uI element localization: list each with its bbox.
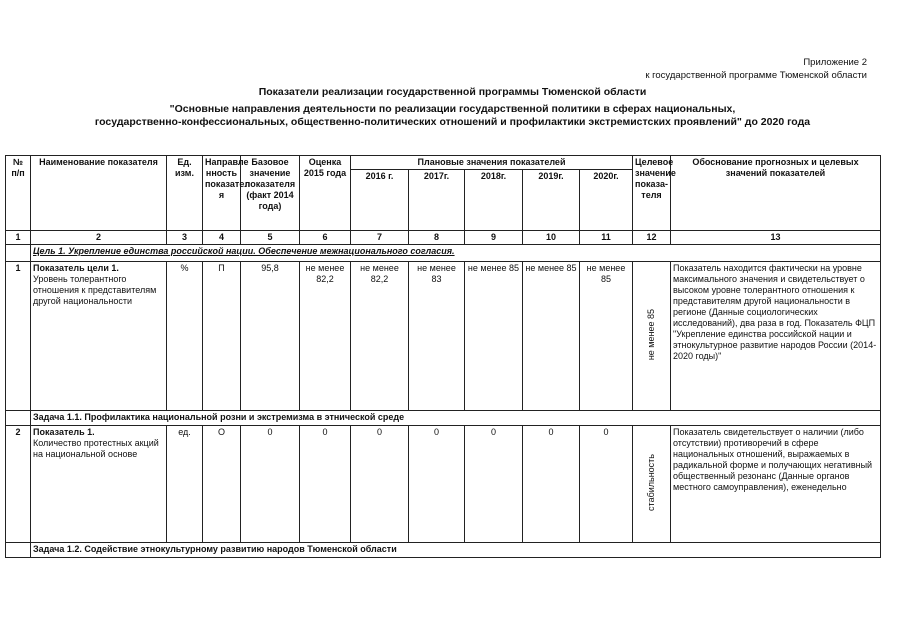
task-row: [6, 543, 881, 558]
appendix-caption: [645, 56, 867, 82]
column-number: 13: [671, 231, 881, 245]
row-2-rationale: Показатель свидетельствует о наличии (либо отсутствии) противоречий в сфере национальных отношений, выражаемых в радикальной форме и получающих негативный общественный резонанс (Данные органов местного самоуправления), еженедельно: [671, 426, 881, 543]
task-row: [6, 411, 881, 426]
row-2-name-title: Показатель 1.: [33, 427, 95, 437]
row-2-name: [31, 426, 167, 543]
document-title-line-1: Показатели реализации государственной программы Тюменской области: [258, 86, 647, 98]
column-number: 12: [633, 231, 671, 245]
appendix-line-2: к государственной программе Тюменской области: [645, 70, 867, 81]
task-spacer: [6, 411, 31, 426]
row-2-2018: 0: [465, 426, 523, 543]
row-2-2017: 0: [409, 426, 465, 543]
indicators-table: [5, 155, 881, 558]
appendix-line-1: Приложение 2: [803, 57, 867, 68]
row-2-unit: ед.: [167, 426, 203, 543]
table-header-row: [6, 156, 881, 170]
row-1-target-text: не менее 85: [646, 308, 656, 361]
header-year-2017: 2017г.: [409, 170, 465, 231]
column-number: 10: [523, 231, 580, 245]
row-2-name-text: Количество протестных акций на национальной основе: [33, 438, 159, 459]
row-2-target: [633, 426, 671, 543]
row-1-2016: не менее 82,2: [351, 262, 409, 411]
row-1-name: [31, 262, 167, 411]
table-row: [6, 426, 881, 543]
row-1-2019: не менее 85: [523, 262, 580, 411]
row-2-target-text: стабильность: [646, 454, 656, 511]
header-target: Целевое значение показа-теля: [633, 156, 671, 231]
column-number: 8: [409, 231, 465, 245]
header-year-2018: 2018г.: [465, 170, 523, 231]
row-1-2020: не менее 85: [580, 262, 633, 411]
header-year-2016: 2016 г.: [351, 170, 409, 231]
header-direction: Направле нность показател я: [203, 156, 241, 231]
header-estimate: Оценка 2015 года: [300, 156, 351, 231]
goal-spacer: [6, 245, 31, 262]
row-1-num: 1: [6, 262, 31, 411]
column-number: 4: [203, 231, 241, 245]
header-rationale: Обоснование прогнозных и целевых значений показателей: [671, 156, 881, 231]
column-number: 5: [241, 231, 300, 245]
header-base: Базовое значение показателя (факт 2014 года): [241, 156, 300, 231]
header-planned: Плановые значения показателей: [351, 156, 633, 170]
column-number: 6: [300, 231, 351, 245]
header-year-2019: 2019г.: [523, 170, 580, 231]
table-row: [6, 262, 881, 411]
goal-1-title: Цель 1. Укрепление единства российской нации. Обеспечение межнационального согласия.: [31, 245, 881, 262]
row-2-num: 2: [6, 426, 31, 543]
row-1-2017: не менее 83: [409, 262, 465, 411]
header-name: Наименование показателя: [31, 156, 167, 231]
row-2-direction: О: [203, 426, 241, 543]
row-2-2019: 0: [523, 426, 580, 543]
column-number: 11: [580, 231, 633, 245]
task-spacer: [6, 543, 31, 558]
header-num: № п/п: [6, 156, 31, 231]
task-1-2-title: Задача 1.2. Содействие этнокультурному развитию народов Тюменской области: [31, 543, 881, 558]
column-number: 9: [465, 231, 523, 245]
row-1-target: [633, 262, 671, 411]
row-1-name-text: Уровень толерантного отношения к представителям другой национальности: [33, 274, 157, 306]
row-1-name-title: Показатель цели 1.: [33, 263, 119, 273]
row-2-2016: 0: [351, 426, 409, 543]
column-numbers-row: [6, 231, 881, 245]
column-number: 2: [31, 231, 167, 245]
goal-row: [6, 245, 881, 262]
document-title-line-3: государственно-конфессиональных, общественно-политических отношений и профилактики экстремистских проявлений" до 2020 года: [94, 116, 811, 128]
row-2-2020: 0: [580, 426, 633, 543]
row-1-2018: не менее 85: [465, 262, 523, 411]
header-year-2020: 2020г.: [580, 170, 633, 231]
row-1-base: 95,8: [241, 262, 300, 411]
row-1-unit: %: [167, 262, 203, 411]
row-2-estimate: 0: [300, 426, 351, 543]
row-1-direction: П: [203, 262, 241, 411]
row-1-estimate: не менее 82,2: [300, 262, 351, 411]
row-2-base: 0: [241, 426, 300, 543]
header-unit: Ед. изм.: [167, 156, 203, 231]
column-number: 1: [6, 231, 31, 245]
column-number: 3: [167, 231, 203, 245]
column-number: 7: [351, 231, 409, 245]
row-1-rationale: Показатель находится фактически на уровне максимального значения и свидетельствует о высоком уровне толерантного отношения к представителям другой национальности в регионе (Данные социологических исследований), два раза в год. Показатель ФЦП "Укрепление единства российской нации и этнокультурное развитие народов России (2014-2020 годы)": [671, 262, 881, 411]
document-title-line-2: "Основные направления деятельности по реализации государственной политики в сферах национальных,: [169, 103, 736, 115]
task-1-1-title: Задача 1.1. Профилактика национальной розни и экстремизма в этнической среде: [31, 411, 881, 426]
